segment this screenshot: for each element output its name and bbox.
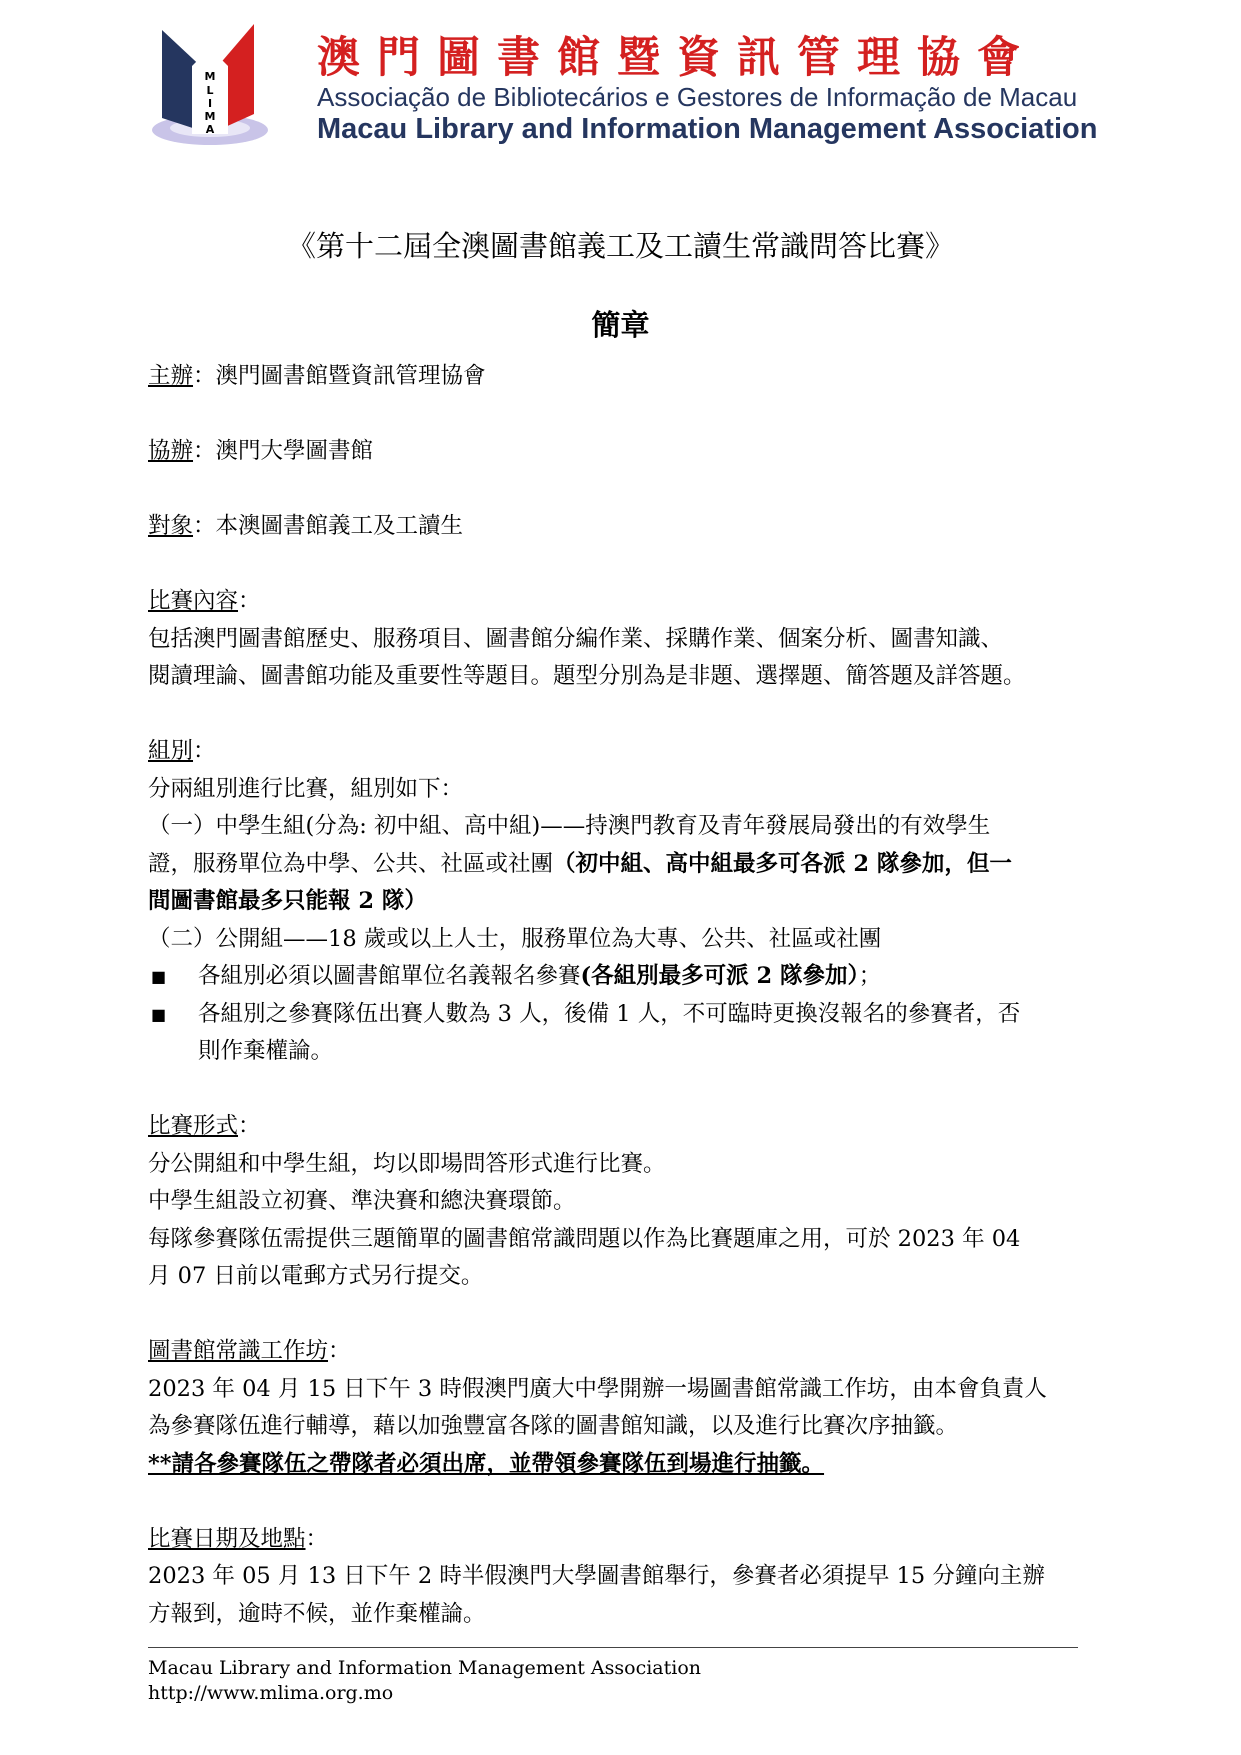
workshop-heading — [148, 1333, 1098, 1371]
groups-intro: 分兩組別進行比賽，組別如下： — [148, 775, 464, 802]
content-text-line1: 包括澳門圖書館歷史、服務項目、圖書館分編作業、採購作業、個案分析、圖書知識、 — [148, 625, 1004, 652]
bullet1-bold: (各組別最多可派 2 隊參加） — [580, 963, 859, 989]
coorganizer-value: ：澳門大學圖書館 — [193, 438, 374, 464]
bullet-item-1 — [148, 958, 1098, 996]
bullet-square-icon: ■ — [151, 967, 167, 986]
coorganizer-line — [148, 433, 1098, 471]
bullet-item-2 — [148, 996, 1098, 1034]
date-line1: 2023 年 05 月 13 日下午 2 時半假澳門大學圖書館舉行，參賽者必須提早 15 分鐘向主辦 — [148, 1563, 1045, 1589]
group1-line2-text: 證，服務單位為中學、公共、社區或社團 — [148, 850, 554, 877]
format-label: 比賽形式 — [148, 1113, 239, 1139]
format-line1: 分公開組和中學生組，均以即場問答形式進行比賽。 — [148, 1150, 666, 1177]
footer-org-name: Macau Library and Information Management Association — [148, 1657, 702, 1679]
document-subtitle: 簡章 — [591, 308, 650, 342]
workshop-line1: 2023 年 04 月 15 日下午 3 時假澳門廣大中學開辦一場圖書館常識工作坊，由本會負責人 — [148, 1375, 1047, 1402]
footer-url-link[interactable]: http://www.mlima.org.mo — [148, 1682, 394, 1704]
organizer-line — [148, 358, 1098, 396]
content-colon: ： — [238, 588, 261, 614]
org-name-en: Macau Library and Information Management Association — [317, 113, 1098, 145]
group1-line2 — [148, 846, 1098, 884]
workshop-line2: 為參賽隊伍進行輔導，藉以加強豐富各隊的圖書館知識，以及進行比賽次序抽籤。 — [148, 1413, 959, 1439]
svg-text:L: L — [206, 84, 214, 97]
bullet-square-icon: ■ — [151, 1004, 167, 1024]
workshop-note: **請各參賽隊伍之帶隊者必須出席，並帶領參賽隊伍到場進行抽籤。 — [148, 1450, 825, 1477]
bullet2-line2: 則作棄權論。 — [198, 1038, 334, 1064]
bullet-item-2-cont — [148, 1033, 1098, 1071]
target-value: ：本澳圖書館義工及工讀生 — [193, 513, 464, 539]
format-heading — [148, 1108, 1098, 1146]
bullet1-text: 各組別必須以圖書館單位名義報名參賽 — [198, 963, 581, 989]
date-heading — [148, 1521, 1098, 1559]
groups-label: 組別 — [148, 738, 194, 764]
groups-heading — [148, 733, 1098, 771]
bullet1-end: ； — [858, 963, 882, 989]
group1-line1: （一）中學生組(分為: 初中組、高中組)——持澳門教育及青年發展局發出的有效學生 — [148, 813, 991, 839]
content-text-line2: 閱讀理論、圖書館功能及重要性等題目。題型分別為是非題、選擇題、簡答題及詳答題。 — [148, 663, 1026, 689]
bullet2-line1: 各組別之參賽隊伍出賽人數為 3 人，後備 1 人，不可臨時更換沒報名的參賽者，否 — [198, 1000, 1021, 1027]
format-line4: 月 07 日前以電郵方式另行提交。 — [148, 1263, 484, 1289]
format-colon: ： — [238, 1113, 261, 1139]
page-footer — [148, 1656, 701, 1706]
date-colon: ： — [305, 1525, 329, 1552]
group2-line: （二）公開組——18 歲或以上人士，服務單位為大專、公共、社區或社團 — [148, 925, 882, 952]
svg-text:A: A — [205, 123, 215, 136]
format-line2: 中學生組設立初賽、準決賽和總決賽環節。 — [148, 1188, 576, 1214]
date-label: 比賽日期及地點 — [148, 1525, 306, 1552]
organizer-value: ：澳門圖書館暨資訊管理協會 — [193, 363, 486, 389]
organizer-label: 主辦 — [148, 363, 194, 389]
content-heading — [148, 583, 1098, 621]
group1-line2-bold: （初中組、高中組最多可各派 2 隊參加，但一 — [553, 850, 1012, 877]
content-label: 比賽內容 — [148, 588, 239, 614]
svg-text:M: M — [204, 70, 216, 83]
svg-text:M: M — [204, 110, 216, 123]
association-logo — [150, 18, 268, 153]
group1-line3: 間圖書館最多只能報 2 隊） — [148, 888, 427, 914]
document-title: 《第十二屆全澳圖書館義工及工讀生常識問答比賽》 — [286, 229, 954, 263]
document-body — [148, 358, 1098, 1633]
format-line3: 每隊參賽隊伍需提供三題簡單的圖書館常識問題以作為比賽題庫之用，可於 2023 年 04 — [148, 1225, 1021, 1252]
svg-text:I: I — [207, 97, 213, 110]
workshop-label: 圖書館常識工作坊 — [148, 1338, 329, 1364]
target-label: 對象 — [148, 513, 194, 539]
groups-colon: ： — [193, 738, 216, 764]
date-line2: 方報到，逾時不候，並作棄權論。 — [148, 1600, 486, 1627]
target-line — [148, 508, 1098, 546]
footer-divider — [148, 1647, 1078, 1648]
org-name-zh: 澳門圖書館暨資訊管理協會 — [317, 33, 1037, 83]
workshop-colon: ： — [328, 1338, 351, 1364]
org-name-pt: Associação de Bibliotecários e Gestores de Informação de Macau — [317, 82, 1078, 112]
coorganizer-label: 協辦 — [148, 438, 194, 464]
